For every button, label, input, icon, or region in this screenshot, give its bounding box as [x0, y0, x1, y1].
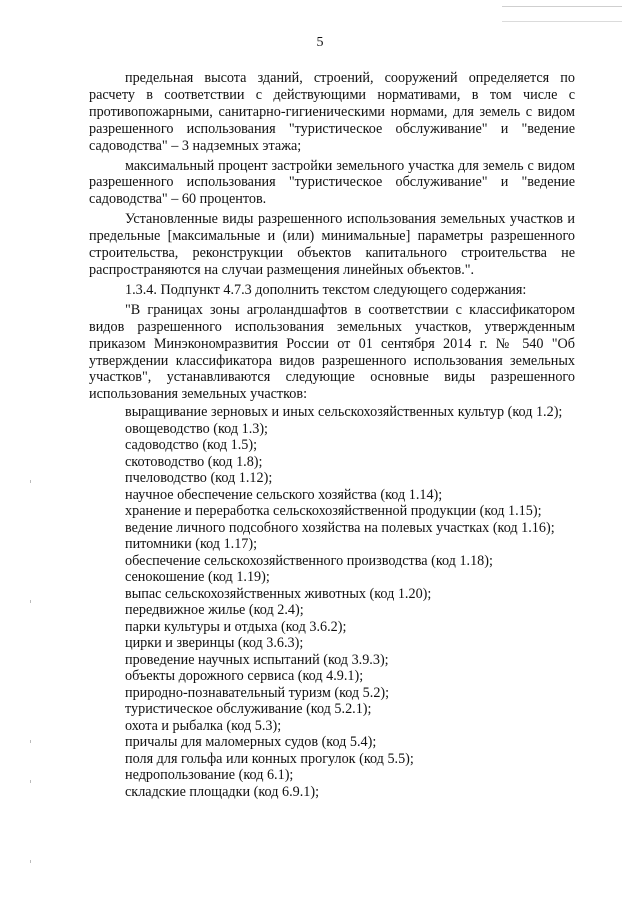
list-item: пчеловодство (код 1.12);	[125, 470, 273, 487]
list-item: обеспечение сельскохозяйственного производства (код 1.18);	[125, 552, 493, 569]
list-item: питомники (код 1.17);	[125, 536, 258, 553]
permitted-uses-list	[89, 404, 575, 800]
list-item: научное обеспечение сельского хозяйства (код 1.14);	[125, 486, 443, 503]
list-item: цирки и зверинцы (код 3.6.3);	[125, 635, 304, 652]
page-number: 5	[316, 35, 324, 50]
paragraph-building-percent: максимальный процент застройки земельного участка для земель с видом разрешенного использования "туристическое обслуживание" и "ведение садоводства" – 60 процентов.	[89, 157, 575, 208]
list-item: охота и рыбалка (код 5.3);	[125, 717, 282, 734]
list-item: овощеводство (код 1.3);	[125, 420, 269, 437]
list-item: ведение личного подсобного хозяйства на полевых участках (код 1.16);	[125, 519, 555, 536]
paragraph-height-limit: предельная высота зданий, строений, сооружений определяется по расчету в соответствии с действующими нормативами, в том числе с противопожарными, санитарно-гигиеническими нормами, для земель с видом разрешенного использования "туристическое обслуживание" и "ведение садоводства" – 3 надземных этажа;	[89, 70, 575, 154]
list-item: сенокошение (код 1.19);	[125, 569, 270, 586]
scan-specks	[30, 480, 34, 880]
paragraph-subclause: 1.3.4. Подпункт 4.7.3 дополнить текстом следующего содержания:	[125, 281, 527, 298]
paragraph-agrolandscape-intro: "В границах зоны агроландшафтов в соответствии с классификатором видов разрешенного использования земельных участков, утвержденным приказом Минэкономразвития России от 01 сентября 2014 г. № 540 "Об утверждении классификатора видов разрешенного использования земельных участков", устанавливаются следующие основные виды разрешенного использования земельных участков:	[89, 301, 575, 403]
list-item: природно-познавательный туризм (код 5.2);	[125, 684, 390, 701]
scan-artifact	[502, 6, 622, 22]
list-item: хранение и переработка сельскохозяйственной продукции (код 1.15);	[125, 503, 542, 520]
list-item: причалы для маломерных судов (код 5.4);	[125, 734, 377, 751]
list-item: выращивание зерновых и иных сельскохозяйственных культур (код 1.2);	[125, 404, 563, 421]
list-item: поля для гольфа или конных прогулок (код 5.5);	[125, 750, 414, 767]
list-item: складские площадки (код 6.9.1);	[125, 783, 320, 800]
list-item: парки культуры и отдыха (код 3.6.2);	[125, 618, 347, 635]
paragraph-linear-objects: Установленные виды разрешенного использования земельных участков и предельные [максимальные и (или) минимальные] параметры разрешенного строительства, реконструкции объектов капитального строительства не распространяются на случаи размещения линейных объектов.".	[89, 211, 575, 278]
list-item: выпас сельскохозяйственных животных (код 1.20);	[125, 585, 432, 602]
list-item: туристическое обслуживание (код 5.2.1);	[125, 701, 372, 718]
list-item: скотоводство (код 1.8);	[125, 453, 263, 470]
list-item: объекты дорожного сервиса (код 4.9.1);	[125, 668, 364, 685]
list-item: проведение научных испытаний (код 3.9.3);	[125, 651, 389, 668]
document-body	[89, 70, 575, 800]
list-item: передвижное жилье (код 2.4);	[125, 602, 304, 619]
list-item: недропользование (код 6.1);	[125, 767, 294, 784]
list-item: садоводство (код 1.5);	[125, 437, 258, 454]
